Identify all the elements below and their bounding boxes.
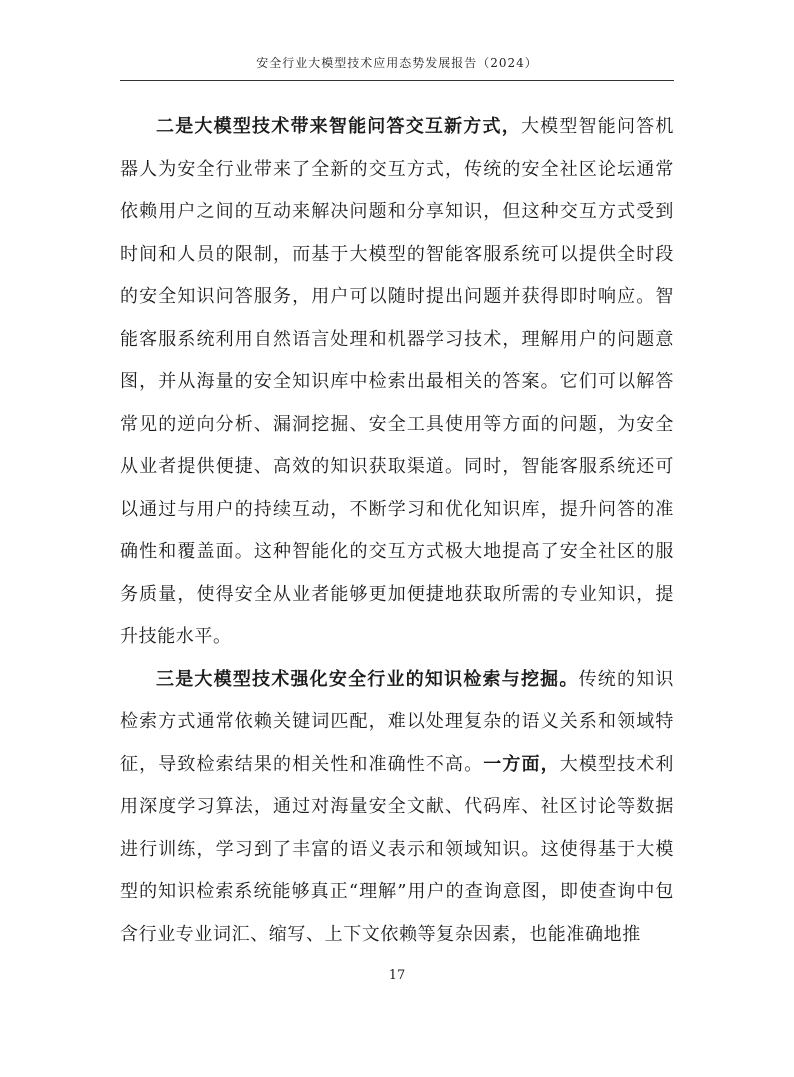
paragraph-body-text: 传统的知识检索方式通常依赖关键词匹配，难以处理复杂的语义关系和领域特征，导致检索结果的相关性和准确性不高。 bbox=[120, 668, 675, 775]
paragraph-body-text: 大模型智能问答机器人为安全行业带来了全新的交互方式，传统的安全社区论坛通常依赖用户之间的互动来解决问题和分享知识，但这种交互方式受到时间和人员的限制，而基于大模型的智能客服系统可以提供全时段的安全知识问答服务，用户可以随时提出问题并获得即时响应。智能客服系统利用自然语言处理和机器学习技术，理解用户的问题意图，并从海量的安全知识库中检索出最相关的答案。它们可以解答常见的逆向分析、漏洞挖掘、安全工具使用等方面的问题，为安全从业者提供便捷、高效的知识获取渠道。同时，智能客服系统还可以通过与用户的持续互动，不断学习和优化知识库，提升问答的准确性和覆盖面。这种智能化的交互方式极大地提高了安全社区的服务质量，使得安全从业者能够更加便捷地获取所需的专业知识，提升技能水平。 bbox=[120, 116, 674, 647]
inline-emphasis: 一方面， bbox=[483, 753, 560, 775]
paragraph-knowledge-retrieval bbox=[120, 659, 674, 957]
paragraph-body-text: 大模型技术利用深度学习算法，通过对海量安全文献、代码库、社区讨论等数据进行训练，学习到了丰富的语义表示和领域知识。这使得基于大模型的知识检索系统能够真正“理解”用户的查询意图，即使查询中包含行业专业词汇、缩写、上下文依赖等复杂因素，也能准确地推 bbox=[120, 753, 674, 945]
paragraph-lead-heading: 二是大模型技术带来智能问答交互新方式， bbox=[156, 116, 521, 137]
header-divider bbox=[120, 80, 674, 81]
page-header: 安全行业大模型技术应用态势发展报告（2024） bbox=[256, 56, 538, 70]
page-number: 17 bbox=[388, 968, 406, 983]
document-body bbox=[120, 106, 674, 956]
paragraph-intelligent-qa bbox=[120, 106, 674, 659]
paragraph-lead-heading: 三是大模型技术强化安全行业的知识检索与挖掘。 bbox=[156, 668, 579, 690]
